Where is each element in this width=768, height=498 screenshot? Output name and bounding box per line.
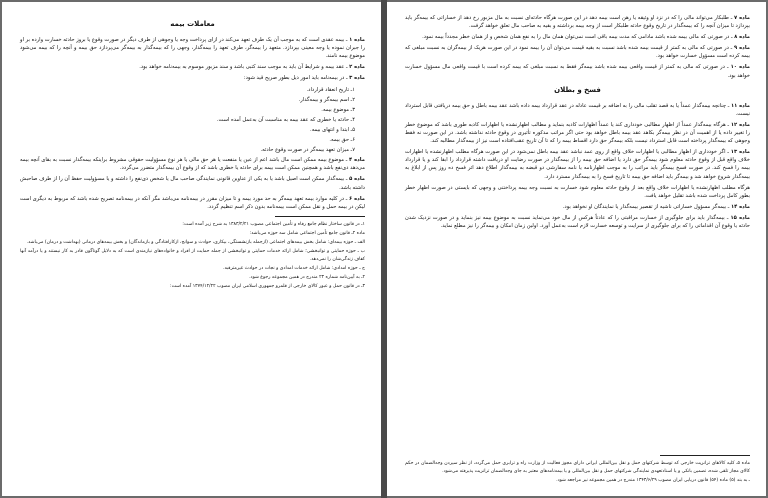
article-label: ماده ۲ — [349, 64, 365, 71]
article-label: ماده ۷ — [734, 15, 750, 21]
article-text: بیمه‌گذار باید برای جلوگیری از خسارت مراقبتی را که عادتاً هرکس از مال خود می‌نماید نسبت به موضوع بیمه نیز بنماید و در صورت نزدیک شدن حادثه یا وقوع آن اقداماتی را که برای جلوگیری از سرایت و توسعه خسارت لازم است به‌عمل آورد. اولین زمان امکان و بیمه‌گر را نیز مطلع نماید. — [405, 214, 750, 229]
footnote: ب ـ حوزه حمایتی و توانبخشی؛ شامل ارائه خدمات حمایتی و توانبخشی از جمله حمایت از افراد و خانواده‌های نیازمندی است که به دلایل گوناگون قادر به کار نیستند و یا درآمد آنها کفاف زندگی‌شان را نمی‌دهد. — [20, 249, 365, 262]
article-label: ماده ۹ — [733, 45, 750, 52]
list-item: ۷ـ میزان تعهد بیمه‌گر در صورت وقوع حادثه. — [260, 147, 355, 154]
article-text: در صورتی که مالی بیمه شده باشد مادامی که مدت بیمه باقی است نمی‌توان همان مال را به نفع همان شخص و از همان خطر مجدداً بیمه نمود. — [422, 34, 730, 41]
article-label: ماده ۱۰ — [730, 64, 750, 71]
footnote: الف ـ حوزه بیمه‌ای: شامل بخش بیمه‌های اجتماعی (ازجمله بازنشستگی، بیکاری، حوادث و سوانح، ازکارافتادگی و بازماندگان) و بخش بیمه‌های درمانی (بهداشت و درمان) می‌باشد. — [26, 240, 365, 246]
section-title-termination-and-nullity: فسخ و بطلان — [554, 85, 601, 94]
section-title-insurance-transactions: معاملات بیمه — [170, 20, 215, 28]
article-label: ماده ۱۵ — [730, 214, 750, 221]
article-label: ماده ۴ — [349, 157, 365, 164]
list-item: ۳ـ موضوع بیمه. — [321, 106, 355, 113]
article-text: هرگاه مطلب اظهارنشده یا اظهارات خلاف واقع بعد از وقوع حادثه معلوم شود خسارت به نسبت وجه بیمه پرداختنی و وجهی که بایستی در صورت اظهار خطر بطور کامل پرداخت شده باشد تقلیل خواهد یافت. — [405, 184, 750, 199]
footnote: ۲ـ به آیین‌نامه شماره ۲۳ مندرج در همین مجموعه رجوع شود. — [249, 275, 365, 280]
article-4: ماده ۴ ـ موضوع بیمه ممکن است مال باشد اعم از عین یا منفعت یا هر حق مالی یا هر نوع مسؤولیت حقوقی مشروط براینکه بیمه‌گذار نسبت به بقای آنچه بیمه می‌دهد ذی‌نفع باشد و همچنین ممکن است بیمه برای حادثه یا خطری باشد که از وقوع آن بیمه‌گذار متضرر می‌گردد. — [20, 157, 365, 172]
footnote: ۳ـ در قانون حمل و عبور کالای خارجی از قلمرو جمهوری اسلامی ایران مصوب ۱۳۷۴/۱۲/۲۲ آمده است: — [170, 284, 365, 290]
article-text: اگر خودداری از اظهار مطالبی یا اظهارات خلاف واقع از روی عمد نباشد عقد بیمه باطل نمی‌شود در این صورت هرگاه مطلب اظهارنشده یا اظهارات خلاف واقع قبل از وقوع حادثه معلوم شود بیمه‌گر حق دارد یا اضافه حق بیمه را از بیمه‌گذار در صورت رضایت او دریافت داشته قرارداد را ابقا کند و یا قرارداد بیمه را فسخ کند. در صورت فسخ بیمه‌گر باید مراتب را به موجب اظهارنامه یا نامه سفارشی دو قبضه به بیمه‌گذار اطلاع دهد اثر فسخ ده روز پس از ابلاغ به بیمه‌گذار شروع خواهد شد و بیمه‌گر باید اضافه حق بیمه تا تاریخ فسخ را به بیمه‌گذار مسترد دارد. — [405, 149, 750, 180]
article-label: ماده ۸ — [734, 34, 750, 41]
article-10: ماده ۱۰ ـ در صورتی که مالی به کمتر از قیمت واقعی بیمه شده باشد بیمه‌گر فقط به نسبت مبلغی که بیمه کرده است با قیمت واقعی مال مسؤول خسارت خواهد بود. — [405, 64, 750, 79]
list-item: ۱ـ تاریخ انعقاد قرارداد. — [306, 86, 355, 93]
footnote: ج ـ حوزه امدادی: شامل ارائه خدمات امدادی و نجات در حوادث غیرمترقبه. — [222, 265, 365, 271]
article-label: ماده ۵ — [349, 176, 365, 183]
document-page-left — [2, 2, 381, 496]
article-label: ماده ۶ — [349, 195, 365, 202]
article-text: در صورتی که مالی به کمتر از قیمت بیمه شده باشد نسبت به بقیه قیمت می‌توان آن را بیمه نمود در این صورت هریک از بیمه‌گران به نسبت مبلغی که بیمه کرده است مسؤول خسارت خواهد بود. — [405, 45, 750, 60]
footnotes-block — [405, 450, 750, 486]
list-item: ۵ـ ابتدا و انتهای بیمه. — [310, 126, 355, 133]
article-text: چنانچه بیمه‌گذار عمداً یا به قصد تقلب مالی را به اضافه بر قیمت عادله در عقد قرارداد بیمه داده باشد عقد بیمه باطل و حق بیمه دریافتی قابل استرداد نیست. — [405, 102, 750, 117]
article-text: بیمه‌گر مسؤول خساراتی ناشیه از تقصیر بیمه‌گذار یا نمایندگان او نخواهد بود. — [562, 203, 727, 210]
article-13-continued — [405, 184, 750, 200]
article-3: ماده ۳ ـ در بیمه‌نامه باید امور ذیل بطور صریح قید شود: — [243, 75, 365, 82]
list-item: ۴ـ حادثه یا خطری که عقد بیمه به مناسبت آن به‌عمل آمده است. — [216, 116, 355, 123]
list-item: ۲ـ اسم بیمه‌گر و بیمه‌گذار. — [298, 96, 355, 103]
article-text: بیمه‌گذار ممکن است اصیل باشد یا به یکی از عناوین قانونی نمایندگی صاحب مال یا شخص ذی‌نفع را داشته و یا مسؤولیت حفظ آن را از طرف صاحبش داشته باشد. — [20, 176, 365, 191]
footnote-separator — [660, 455, 750, 456]
article-7: ماده ۷ ـ طلبکار می‌تواند مالی را که در نزد او وثیقه یا رهن است بیمه دهد در این صورت هرگاه حادثه‌ای نسبت به مال مزبور رخ دهد از خساراتی که بیمه‌گر باید بپردازد تا میزان آنچه را که بیمه‌گذار در تاریخ وقوع حادثه طلبکار است از وجه بیمه برداشته و بقیه به صاحب مال تعلق خواهد گرفت. — [405, 15, 750, 30]
list-item: ۶ـ حق بیمه. — [329, 137, 355, 144]
article-text: بیمه عقدی است که به موجب آن یک طرف تعهد می‌کند در ازای پرداخت وجه یا وجوهی از طرف دیگر در صورت وقوع یا بروز حادثه خسارت وارده بر او را جبران نموده یا وجه معینی بپردازد. متعهد را بیمه‌گر، طرف تعهد را بیمه‌گذار، وجهی را که بیمه‌گذار به بیمه‌گر می‌پردازد حق بیمه و آنچه را که بیمه می‌شود موضوع بیمه نامند. — [20, 37, 365, 60]
article-15: ماده ۱۵ ـ بیمه‌گذار باید برای جلوگیری از خسارت مراقبتی را که عادتاً هرکس از مال خود می‌نماید نسبت به موضوع بیمه نیز بنماید و در صورت نزدیک شدن حادثه یا وقوع آن اقداماتی را که برای جلوگیری از سرایت و توسعه خسارت لازم است به‌عمل آورد. اولین زمان امکان و بیمه‌گر را نیز مطلع نماید. — [405, 214, 750, 229]
article-14: ماده ۱۴ ـ بیمه‌گر مسؤول خساراتی ناشیه از تقصیر بیمه‌گذار یا نمایندگان او نخواهد بود. — [562, 203, 750, 210]
footnote: ۱ـ در قانون ساختار نظام جامع رفاه و تأمین اجتماعی مصوب ۱۳۸۳/۲/۲۱ به شرح زیر آمده است: — [182, 221, 365, 227]
article-label: ماده ۱۴ — [730, 203, 750, 210]
article-9: ماده ۹ ـ در صورتی که مالی به کمتر از قیمت بیمه شده باشد نسبت به بقیه قیمت می‌توان آن را بیمه نمود در این صورت هریک از بیمه‌گران به نسبت مبلغی که بیمه کرده است مسؤول خسارت خواهد بود. — [405, 45, 750, 60]
article-label: ماده ۱۳ — [730, 149, 750, 156]
article-text: هرگاه بیمه‌گذار عمداً از اظهار مطالبی خودداری کند یا عمداً اظهارات کاذبه بنماید و مطالب اظهارنشده یا اظهارات کاذبه طوری باشد که موضوع خطر را تغییر داده یا از اهمیت آن در نظر بیمه‌گر بکاهد عقد بیمه باطل خواهد بود حتی اگر مراتب مذکوره تأثیری در وقوع حادثه نداشته باشد. در این صورت نه فقط وجوهی که بیمه‌گذار پرداخته است قابل استرداد نیست بلکه بیمه‌گر حق دارد اقساط بیمه را که تا آن تاریخ عقب‌افتاده است نیز از بیمه‌گذار مطالبه کند. — [405, 121, 750, 145]
article-text: در کلیه موارد بیمه تعهد بیمه‌گر به حد مورد بیمه و تا میزان مقرر در بیمه‌نامه می‌باشد مگر آنکه در بیمه‌نامه تصریح شده باشد که مربوط به دیگری است لیکن در بیمه حمل و نقل ممکن است بیمه‌نامه بدون ذکر اسم تنظیم گردد. — [20, 195, 365, 210]
article-5: ماده ۵ ـ بیمه‌گذار ممکن است اصیل باشد یا به یکی از عناوین قانونی نمایندگی صاحب مال یا شخص ذی‌نفع را داشته و یا مسؤولیت حفظ آن را از طرف صاحبش داشته باشد. — [20, 176, 365, 191]
article-8: ماده ۸ ـ در صورتی که مالی بیمه شده باشد مادامی که مدت بیمه باقی است نمی‌توان همان مال را به نفع همان شخص و از همان خطر مجدداً بیمه نمود. — [422, 34, 750, 41]
article-text: عقد بیمه و شرایط آن باید به موجب سند کتبی باشد و سند مزبور موسوم به بیمه‌نامه خواهد بود. — [139, 64, 345, 71]
article-text: موضوع بیمه ممکن است مال باشد اعم از عین یا منفعت یا هر حق مالی یا هر نوع مسؤولیت حقوقی مشروط براینکه بیمه‌گذار نسبت به بقای آنچه بیمه می‌دهد ذی‌نفع باشد و همچنین ممکن است بیمه برای حادثه یا خطری باشد که از وقوع آن بیمه‌گذار متضرر می‌گردد. — [20, 157, 365, 172]
article-label: ماده ۱ — [349, 37, 365, 44]
article-11: ماده ۱۱ ـ چنانچه بیمه‌گذار عمداً یا به قصد تقلب مالی را به اضافه بر قیمت عادله در عقد قرارداد بیمه داده باشد عقد بیمه باطل و حق بیمه دریافتی قابل استرداد نیست. — [405, 102, 750, 117]
footnote: ماده ۲ـ قانون جامع تأمین اجتماعی شامل سه حوزه می‌باشد: — [249, 230, 365, 236]
article-label: ماده ۱۱ — [730, 102, 750, 109]
article-text: در صورتی که مالی به کمتر از قیمت واقعی بیمه شده باشد بیمه‌گر فقط به نسبت مبلغی که بیمه کرده است با قیمت واقعی مال مسؤول خسارت خواهد بود. — [405, 64, 750, 79]
article-text: طلبکار می‌تواند مالی را که در نزد او وثیقه یا رهن است بیمه دهد در این صورت هرگاه حادثه‌ای نسبت به مال مزبور رخ دهد از خساراتی که بیمه‌گر باید بپردازد تا میزان آنچه را که بیمه‌گذار در تاریخ وقوع حادثه طلبکار است از وجه بیمه برداشته و بقیه به صاحب مال تعلق خواهد گرفت. — [405, 15, 750, 30]
footnote-separator — [275, 216, 365, 217]
article-2: ماده ۲ ـ عقد بیمه و شرایط آن باید به موجب سند کتبی باشد و سند مزبور موسوم به بیمه‌نامه خواهد بود. — [139, 64, 365, 71]
article-6: ماده ۶ ـ در کلیه موارد بیمه تعهد بیمه‌گر به حد مورد بیمه و تا میزان مقرر در بیمه‌نامه می‌باشد مگر آنکه در بیمه‌نامه تصریح شده باشد که مربوط به دیگری است لیکن در بیمه حمل و نقل ممکن است بیمه‌نامه بدون ذکر اسم تنظیم گردد. — [20, 195, 365, 210]
footnote: ـ به بند (۵) ماده (۵۴) قانون دریایی ایران مصوب ۱۳۴۳/۶/۲۹ مندرج در همین مجموعه نیز مراجعه شود. — [556, 477, 750, 483]
article-label: ماده ۳ — [349, 75, 365, 82]
article-12: ماده ۱۲ ـ هرگاه بیمه‌گذار عمداً از اظهار مطالبی خودداری کند یا عمداً اظهارات کاذبه بنماید و مطالب اظهارنشده یا اظهارات کاذبه طوری باشد که موضوع خطر را تغییر داده یا از اهمیت آن در نظر بیمه‌گر بکاهد عقد بیمه باطل خواهد بود حتی اگر مراتب مذکوره تأثیری در وقوع حادثه نداشته باشد. در این صورت نه فقط وجوهی که بیمه‌گذار پرداخته است قابل استرداد نیست بلکه بیمه‌گر حق دارد اقساط بیمه را که تا آن تاریخ عقب‌افتاده است نیز از بیمه‌گذار مطالبه کند. — [405, 121, 750, 145]
article-text: در بیمه‌نامه باید امور ذیل بطور صریح قید شود: — [243, 75, 345, 82]
article-13: ماده ۱۳ ـ اگر خودداری از اظهار مطالبی یا اظهارات خلاف واقع از روی عمد نباشد عقد بیمه باطل نمی‌شود در این صورت هرگاه مطلب اظهارنشده یا اظهارات خلاف واقع قبل از وقوع حادثه معلوم شود بیمه‌گر حق دارد یا اضافه حق بیمه را از بیمه‌گذار در صورت رضایت او دریافت داشته قرارداد را ابقا کند و یا قرارداد بیمه را فسخ کند. در صورت فسخ بیمه‌گر باید مراتب را به موجب اظهارنامه یا نامه سفارشی دو قبضه به بیمه‌گذار اطلاع دهد اثر فسخ ده روز پس از ابلاغ به بیمه‌گذار شروع خواهد شد و بیمه‌گر باید اضافه حق بیمه تا تاریخ فسخ را به بیمه‌گذار مسترد دارد. — [405, 149, 750, 180]
document-page-right — [387, 2, 766, 496]
article-label: ماده ۱۲ — [730, 121, 750, 128]
footnote: ماده ۵ـ کلیه کالاهای ترانزیت خارجی که توسط شرکتهای حمل و نقل بین‌المللی ایرانی دارای مجوز فعالیت از وزارت راه و ترابری حمل می‌گردد، از نظر سپردن وجه‌الضمان در حکم کالای مجاز تلقی شده، تضمین بانکی و یا اسنادتعهدی نمایندگی شرکتهای حمل و نقل بین‌المللی و یا بیمه‌نامه‌های معتبر به جای وجه‌الضمان ترانزیت پذیرفته می‌شود. — [405, 461, 750, 474]
article-1: ماده ۱ ـ بیمه عقدی است که به موجب آن یک طرف تعهد می‌کند در ازای پرداخت وجه یا وجوهی از طرف دیگر در صورت وقوع یا بروز حادثه خسارت وارده بر او را جبران نموده یا وجه معینی بپردازد. متعهد را بیمه‌گر، طرف تعهد را بیمه‌گذار، وجهی را که بیمه‌گذار به بیمه‌گر می‌پردازد حق بیمه و آنچه را که بیمه می‌شود موضوع بیمه نامند. — [20, 37, 365, 60]
